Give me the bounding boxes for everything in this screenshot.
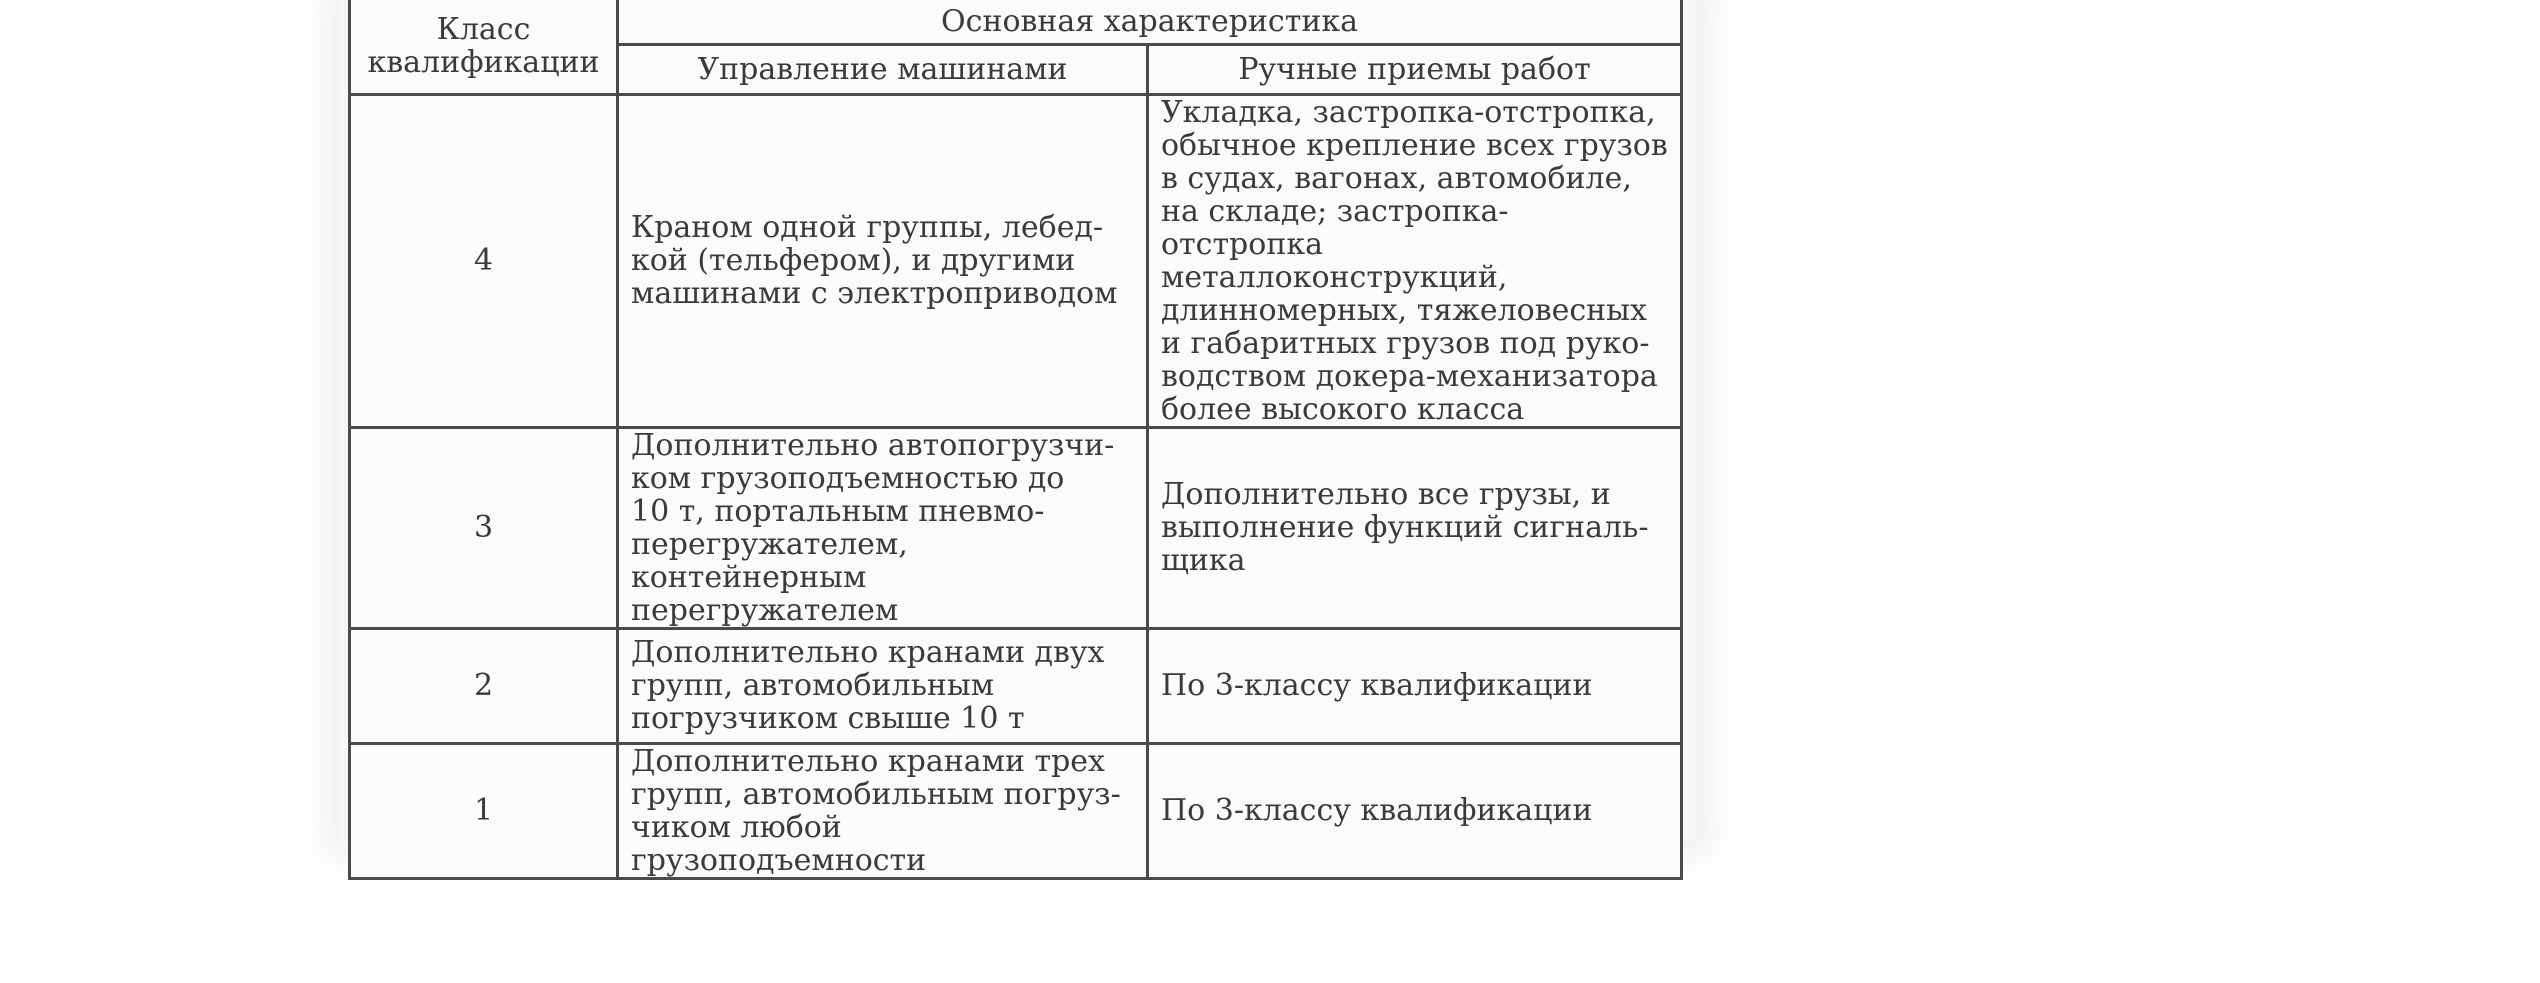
header-class: Класс квалификации <box>350 0 618 94</box>
cell-manual: По 3-классу квалификации <box>1148 628 1682 743</box>
table-header-row <box>350 0 1682 44</box>
cell-class: 1 <box>350 743 618 878</box>
table-row <box>350 743 1682 878</box>
cell-machines: Дополнительно кранами двух групп, автомобильным погрузчиком свыше 10 т <box>618 628 1148 743</box>
cell-machines: Краном одной группы, лебед- кой (тельфером), и другими машинами с электроприводом <box>618 94 1148 427</box>
cell-class: 4 <box>350 94 618 427</box>
header-machine-control: Управление машинами <box>618 44 1148 94</box>
cell-manual: Укладка, застропка-отстропка, обычное крепление всех грузов в судах, вагонах, автомобиле, на складе; застропка-отстропка металлоконструкций, длинномерных, тяжеловесных и габаритных грузов под руко- водством докера-механизатора более высокого класса <box>1148 94 1682 427</box>
table-row <box>350 427 1682 628</box>
cell-machines: Дополнительно кранами трех групп, автомобильным погруз- чиком любой грузоподъемности <box>618 743 1148 878</box>
header-manual-work: Ручные приемы работ <box>1148 44 1682 94</box>
cell-class: 3 <box>350 427 618 628</box>
header-main-characteristic: Основная характеристика <box>618 0 1682 44</box>
table-row <box>350 628 1682 743</box>
cell-machines: Дополнительно автопогрузчи- ком грузоподъемностью до 10 т, портальным пневмо- перегружателем, контейнерным перегружателем <box>618 427 1148 628</box>
qualification-table <box>348 0 1683 880</box>
cell-manual: По 3-классу квалификации <box>1148 743 1682 878</box>
cell-manual: Дополнительно все грузы, и выполнение функций сигналь- щика <box>1148 427 1682 628</box>
cell-class: 2 <box>350 628 618 743</box>
table-row <box>350 94 1682 427</box>
